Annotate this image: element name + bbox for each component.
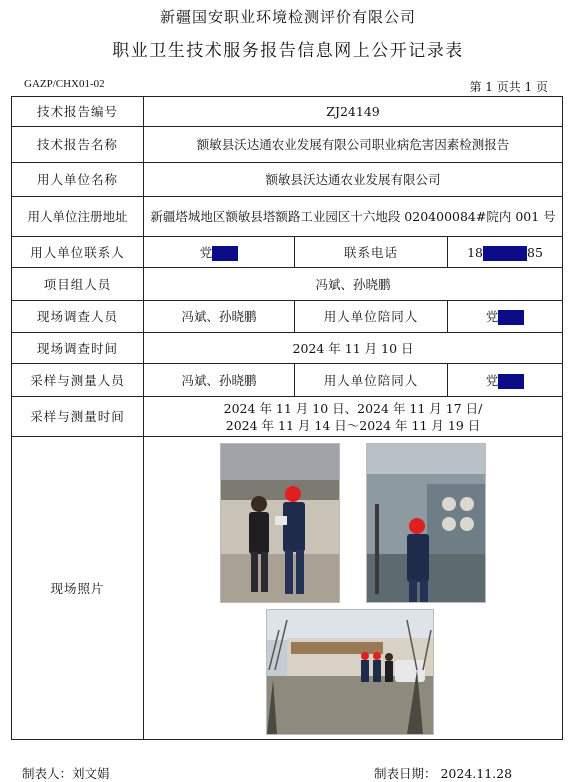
site-photo-2 (366, 443, 486, 603)
record-table (11, 96, 563, 740)
team-label: 项目组人员 (12, 268, 144, 301)
row-sampling-time (12, 397, 563, 437)
redaction-block (498, 374, 524, 389)
photo-area (144, 437, 562, 739)
survey-staff-label: 现场调查人员 (12, 301, 144, 333)
accompany-name: 党 (485, 309, 499, 324)
row-report-no (12, 97, 563, 127)
report-no-value: ZJ24149 (144, 97, 563, 127)
employer-value: 额敏县沃达通农业发展有限公司 (144, 163, 563, 197)
form-code: GAZP/CHX01-02 (24, 78, 105, 90)
redaction-block (498, 310, 524, 325)
row-photos (12, 437, 563, 740)
company-name: 新疆国安职业环境检测评价有限公司 (159, 8, 416, 26)
redaction-block (212, 246, 238, 261)
sampling-staff-value: 冯斌、孙晓鹏 (144, 364, 295, 397)
contact-value (144, 237, 295, 268)
row-address (12, 197, 563, 237)
site-photo-3 (266, 609, 434, 735)
accompany2-name: 党 (485, 372, 499, 388)
report-no-label: 技术报告编号 (12, 97, 144, 127)
photos-cell (144, 437, 563, 740)
phone-start: 18 (467, 244, 483, 260)
row-report-name (12, 127, 563, 163)
phone-value (448, 237, 563, 268)
phone-end: 85 (527, 244, 543, 260)
contact-name: 党 (199, 244, 213, 260)
accompany-value (448, 301, 563, 333)
site-photo-2-image (367, 444, 485, 602)
employer-label: 用人单位名称 (12, 163, 144, 197)
contact-label: 用人单位联系人 (12, 237, 144, 268)
site-photo-1 (220, 443, 340, 603)
sampling-time-label: 采样与测量时间 (12, 397, 144, 437)
row-survey-time (12, 333, 563, 364)
accompany-label: 用人单位陪同人 (295, 301, 448, 333)
sampling-time-value (144, 397, 563, 437)
row-sampling-staff (12, 364, 563, 397)
address-label: 用人单位注册地址 (12, 197, 144, 237)
site-photo-1-image (221, 444, 339, 602)
form-title: 职业卫生技术服务报告信息网上公开记录表 (112, 41, 464, 61)
row-survey-staff (12, 301, 563, 333)
accompany2-label: 用人单位陪同人 (295, 364, 448, 397)
prepare-date: 制表日期： 2024.11.28 (374, 766, 513, 781)
team-value: 冯斌、孙晓鹏 (144, 268, 563, 301)
row-employer (12, 163, 563, 197)
survey-staff-value: 冯斌、孙晓鹏 (144, 301, 295, 333)
address-value: 新疆塔城地区额敏县塔额路工业园区十六地段 020400084#院内 001 号 (144, 197, 563, 237)
survey-time-label: 现场调查时间 (12, 333, 144, 364)
row-contact (12, 237, 563, 268)
redaction-block (483, 246, 527, 261)
row-team (12, 268, 563, 301)
preparer: 制表人：刘文娟 (22, 766, 110, 781)
photos-label: 现场照片 (12, 437, 144, 740)
report-name-value: 额敏县沃达通农业发展有限公司职业病危害因素检测报告 (144, 127, 563, 163)
accompany2-value (448, 364, 563, 397)
sampling-staff-label: 采样与测量人员 (12, 364, 144, 397)
survey-time-value: 2024 年 11 月 10 日 (144, 333, 563, 364)
sampling-time-line2: 2024 年 11 月 14 日～2024 年 11 月 19 日 (225, 417, 481, 433)
report-name-label: 技术报告名称 (12, 127, 144, 163)
site-photo-3-image (267, 610, 433, 734)
page-info: 第 1 页共 1 页 (469, 80, 548, 94)
phone-label: 联系电话 (295, 237, 448, 268)
sampling-time-line1: 2024 年 11 月 10 日、2024 年 11 月 17 日/ (223, 400, 483, 416)
